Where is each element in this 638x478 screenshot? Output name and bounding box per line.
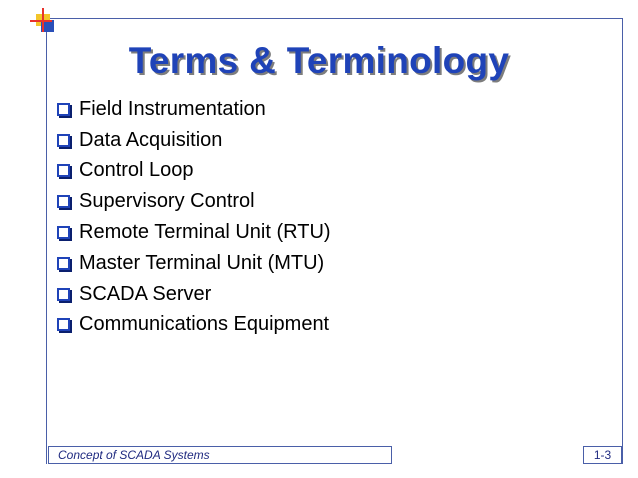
bullet-list: [57, 94, 331, 340]
bullet-text: Control Loop: [79, 159, 194, 182]
list-item: [57, 186, 331, 217]
frame-right-border: [622, 18, 623, 464]
bullet-text: Remote Terminal Unit (RTU): [79, 221, 331, 244]
logo-icon: [30, 8, 62, 36]
list-item: [57, 94, 331, 125]
checkbox-square-icon: [57, 164, 70, 177]
bullet-text: Data Acquisition: [79, 128, 223, 151]
bullet-text: Master Terminal Unit (MTU): [79, 251, 325, 274]
frame-left-border: [46, 18, 47, 464]
list-item: [57, 279, 331, 310]
footer-course-title: Concept of SCADA Systems: [48, 446, 392, 464]
checkbox-square-icon: [57, 103, 70, 116]
list-item: [57, 310, 331, 341]
checkbox-square-icon: [57, 257, 70, 270]
slide-title: Terms & Terminology: [128, 40, 510, 81]
checkbox-square-icon: [57, 195, 70, 208]
bullet-text: Communications Equipment: [79, 313, 330, 336]
list-item: [57, 156, 331, 187]
bullet-text: Field Instrumentation: [79, 97, 266, 120]
checkbox-square-icon: [57, 226, 70, 239]
bullet-text: Supervisory Control: [79, 190, 255, 213]
list-item: [57, 248, 331, 279]
checkbox-square-icon: [57, 288, 70, 301]
list-item: [57, 125, 331, 156]
footer-page-number: 1-3: [583, 446, 622, 464]
list-item: [57, 217, 331, 248]
checkbox-square-icon: [57, 318, 70, 331]
checkbox-square-icon: [57, 134, 70, 147]
frame-top-border: [46, 18, 623, 19]
bullet-text: SCADA Server: [79, 282, 212, 305]
